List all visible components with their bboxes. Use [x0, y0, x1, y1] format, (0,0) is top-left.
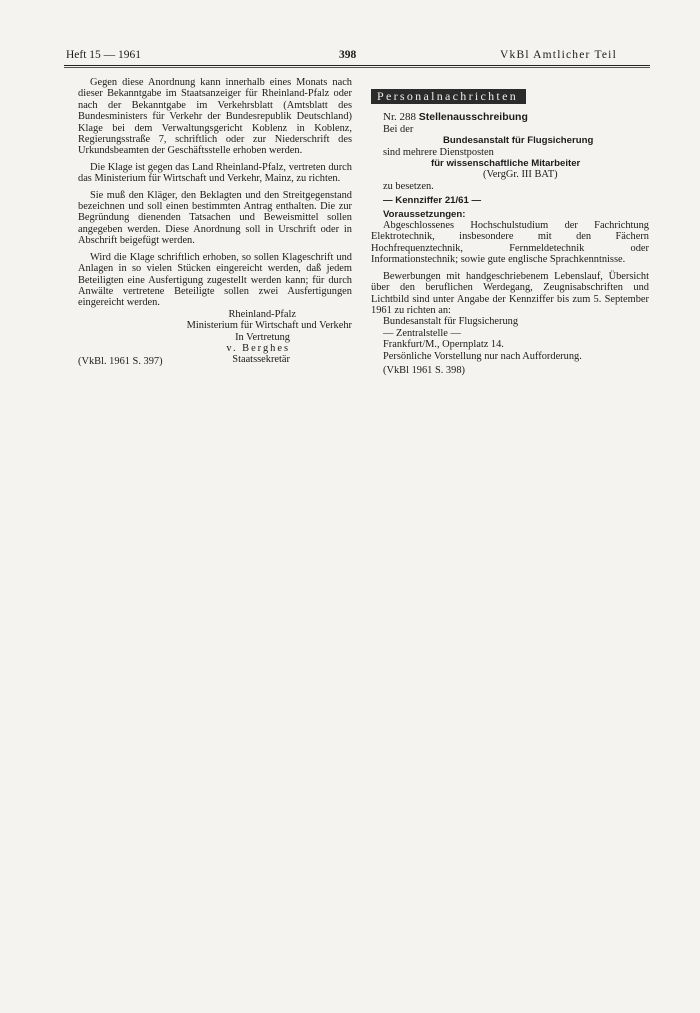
- left-column: [78, 77, 352, 367]
- issue-label: Heft 15 — 1961: [66, 49, 142, 61]
- right-reference: (VkBl 1961 S. 398): [383, 364, 465, 376]
- to-fill: zu besetzen.: [383, 180, 434, 192]
- application-text: Bewerbungen mit handgeschriebenem Lebenslauf, Übersicht über den beruflichen Werdegang, Zeugnisabschriften und Lichtbild sind unter Angabe der Kennziffer bis zum 5. September 1961 zu richten an:: [371, 270, 649, 316]
- address-agency: Bundesanstalt für Flugsicherung: [383, 316, 519, 328]
- positions-for: für wissenschaftliche Mitarbeiter: [431, 158, 581, 170]
- reference-code: — Kennziffer 21/61 —: [383, 195, 482, 207]
- paragraph-written-claim: Wird die Klage schriftlich erhoben, so sollen Klageschrift und Anlagen in so vielen Stücken eingereicht werden, daß jedem Beteiligten eine Ausfertigung zugestellt werden kann; für durch Anwälte vertretene Beteiligte sollen zwei Ausfertigungen eingereicht werden.: [78, 251, 352, 309]
- signature-state: Rheinland-Pfalz: [228, 308, 296, 320]
- interview-note: Persönliche Vorstellung nur nach Aufforderung.: [383, 350, 582, 362]
- signature-ministry: Ministerium für Wirtschaft und Verkehr: [186, 320, 352, 332]
- header-rule: [64, 65, 650, 66]
- notice-title: Stellenausschreibung: [418, 111, 528, 124]
- signature-representation: In Vertretung: [235, 331, 290, 343]
- header-rule-secondary: [64, 67, 650, 68]
- page-number: 398: [339, 49, 357, 61]
- address-department: — Zentralstelle —: [383, 327, 461, 339]
- left-reference: (VkBl. 1961 S. 397): [78, 355, 163, 367]
- section-banner: Personalnachrichten: [371, 89, 526, 104]
- agency-name: Bundesanstalt für Flugsicherung: [443, 135, 594, 147]
- right-column: [371, 89, 649, 376]
- paragraph-appeal-deadline: Gegen diese Anordnung kann innerhalb eines Monats nach dieser Bekanntgabe im Staatsanzeiger für Rheinland-Pfalz oder nach der Bekanntgabe im Verkehrsblatt (Amtsblatt des Bundesministers für Verkehr der Bundesrepublik Deutschland) Klage bei dem Verwaltungsgericht Koblenz in Koblenz, Regierungsstraße 7, schriftlich oder zur Niederschrift des Urkundsbeamten der Geschäftsstelle erhoben werden.: [78, 77, 352, 157]
- publication-title: VkBl Amtlicher Teil: [500, 49, 617, 61]
- requirements-heading: Voraussetzungen:: [383, 208, 466, 220]
- paragraph-defendant: Die Klage ist gegen das Land Rheinland-Pfalz, vertreten durch das Ministerium für Wirtschaft und Verkehr, Mainz, zu richten.: [78, 161, 352, 185]
- address-city: Frankfurt/M., Opernplatz 14.: [383, 339, 504, 351]
- notice-number: Nr. 288: [383, 111, 416, 124]
- pay-grade: (VergGr. III BAT): [483, 169, 558, 181]
- signature-name: v. Berghes: [226, 342, 290, 354]
- at-label: Bei der: [383, 123, 414, 135]
- signature-title: Staatssekretär: [232, 354, 290, 366]
- paragraph-claim-content: Sie muß den Kläger, den Beklagten und den Streitgegenstand bezeichnen und soll einen bestimmten Antrag enthalten. Die zur Begründung dienenden Tatsachen und Beweismittel sollen angegeben werden. Diese Anordnung soll in Urschrift oder in Abschrift beigefügt werden.: [78, 189, 352, 247]
- notice-heading: [371, 112, 649, 123]
- positions-intro: sind mehrere Dienstposten: [383, 146, 494, 158]
- requirements-text: Abgeschlossenes Hochschulstudium der Fachrichtung Elektrotechnik, insbesondere mit den Fächern Hochfrequenztechnik, Fernmeldetechnik oder Informationstechnik; sowie gute englische Sprachkenntnisse.: [371, 220, 649, 266]
